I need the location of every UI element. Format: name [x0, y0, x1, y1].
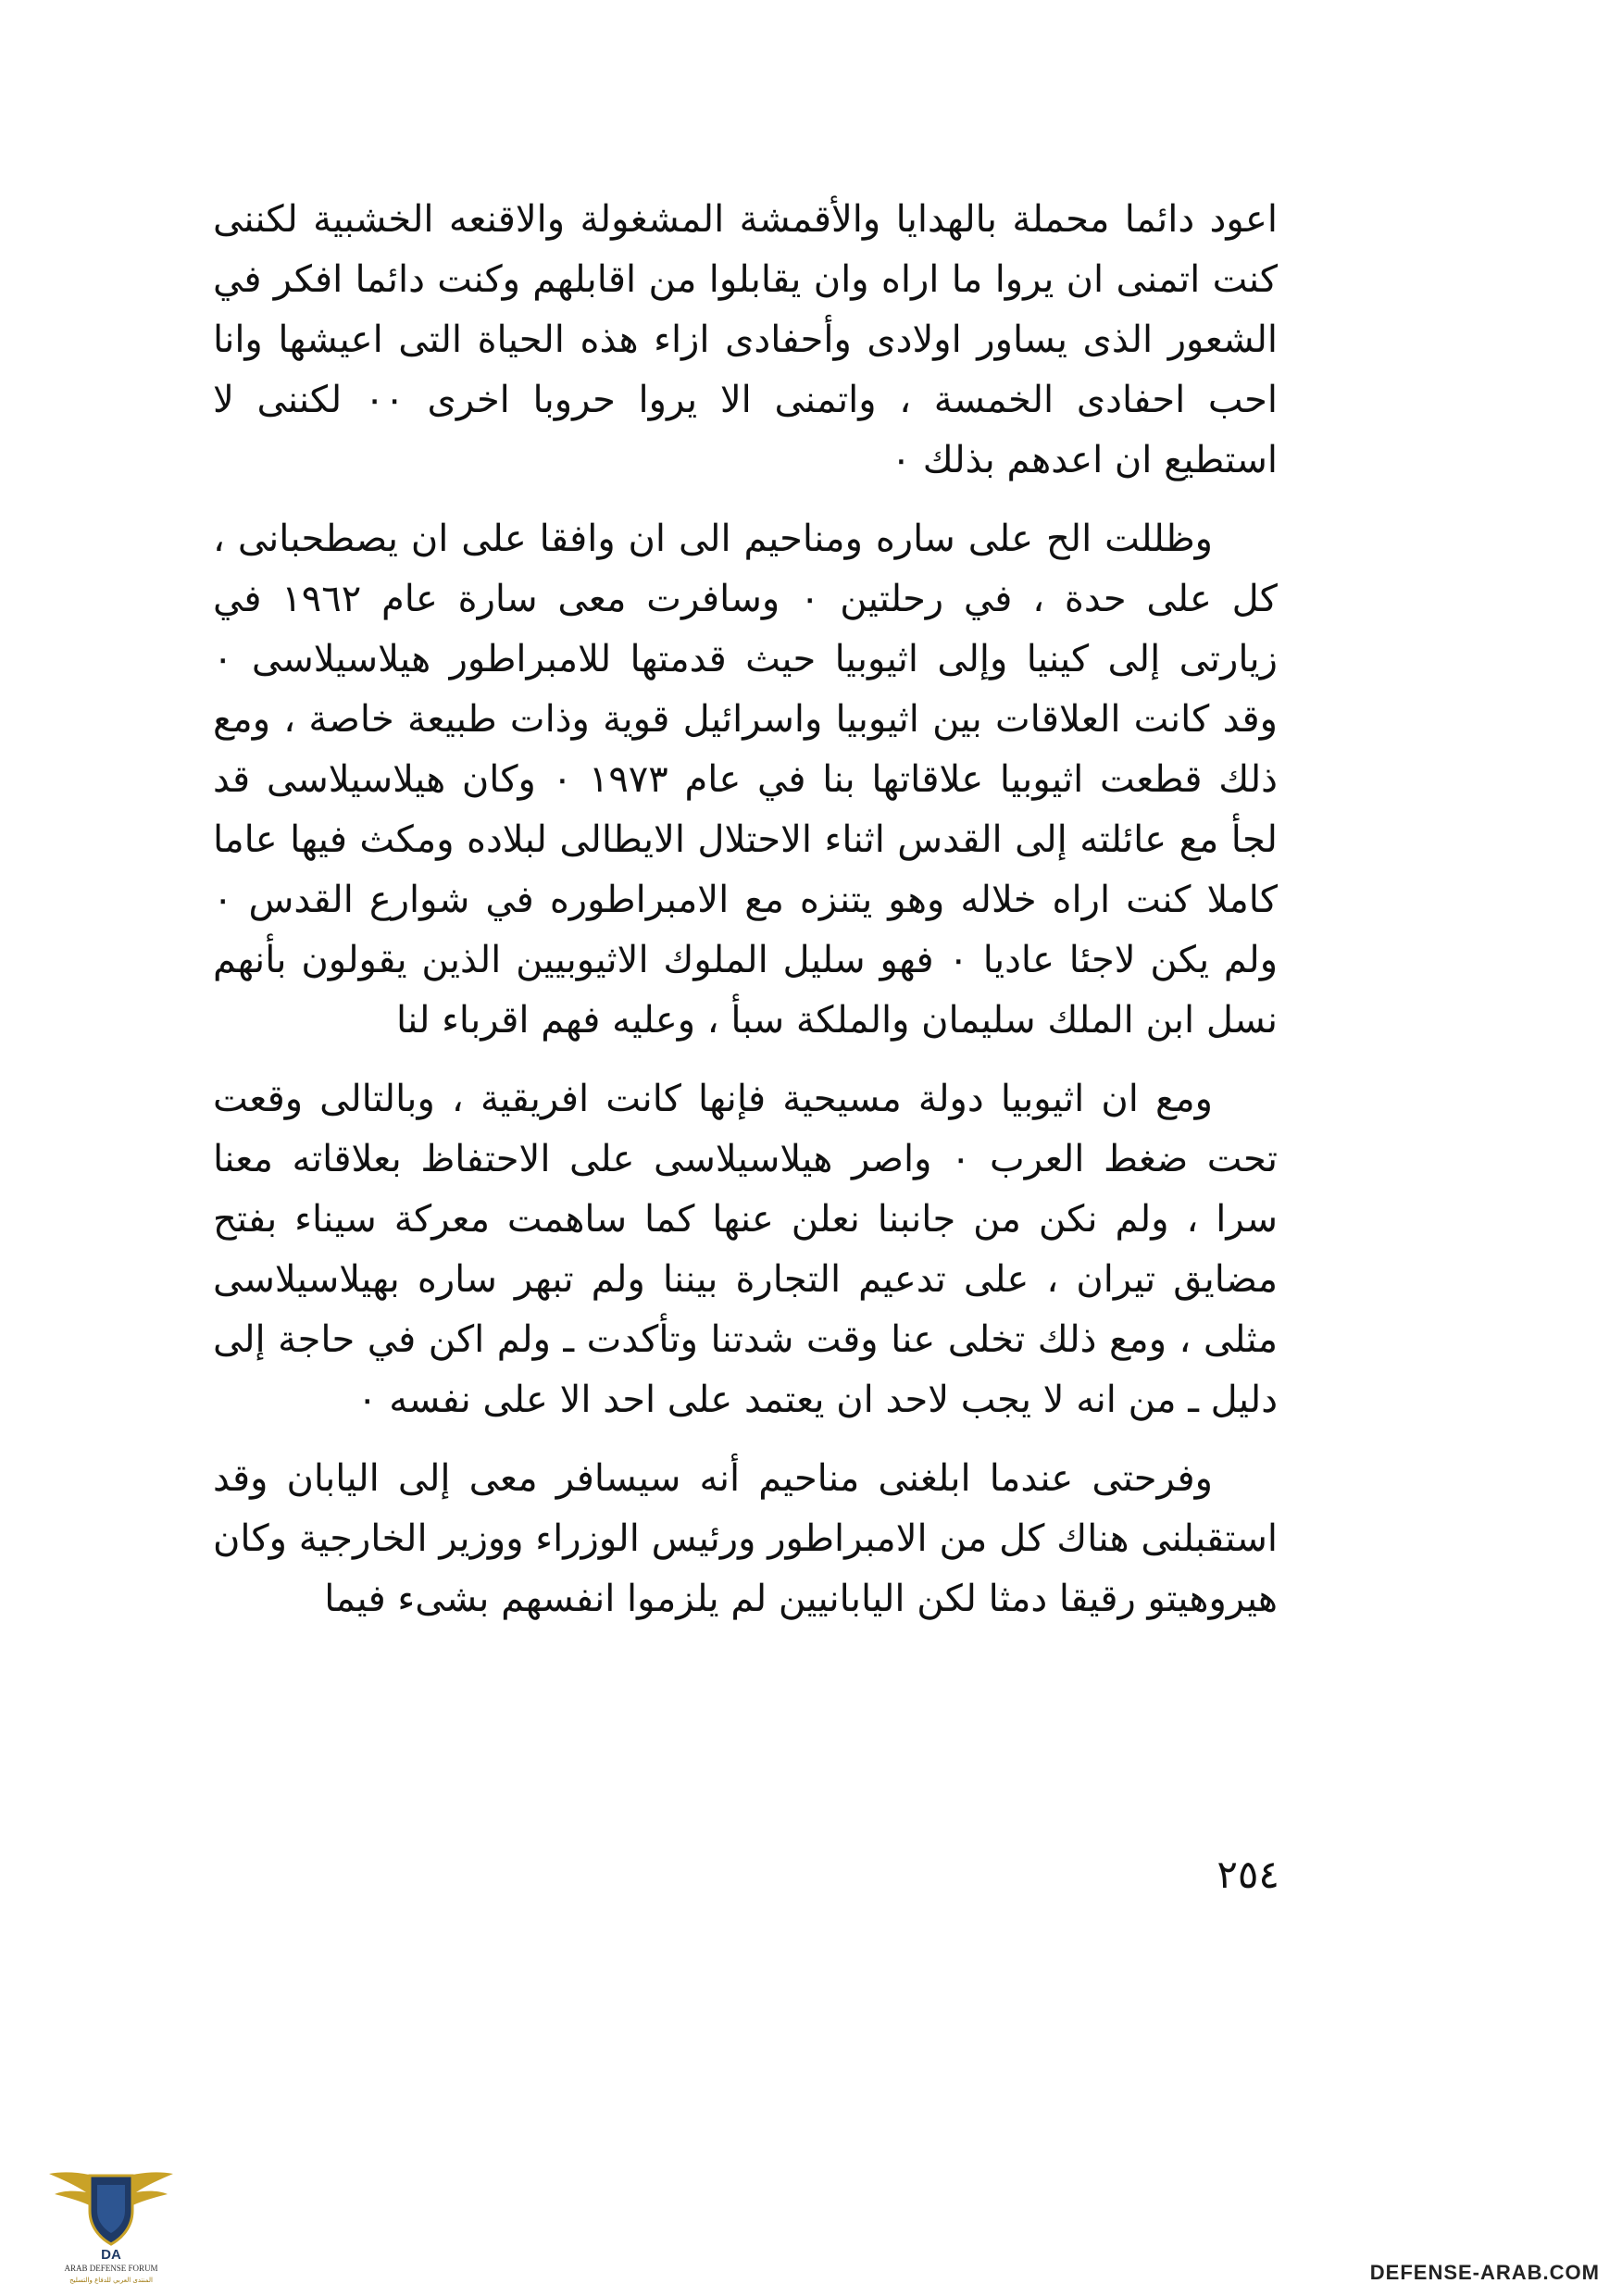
paragraph-3: ومع ان اثيوبيا دولة مسيحية فإنها كانت افريقية ، وبالتالى وقعت تحت ضغط العرب ٠ واصر هيلاسيلاسى على الاحتفاظ بعلاقاته معنا سرا ، ولم نكن من جانبنا نعلن عنها كما ساهمت معركة سيناء بفتح مضايق تيران ، على تدعيم التجارة بيننا ولم تبهر ساره بهيلاسيلاسى مثلى ، ومع ذلك تخلى عنا وقت شدتنا وتأكدت ـ ولم اكن في حاجة إلى دليل ـ من انه لا يجب لاحد ان يعتمد على احد الا على نفسه ٠ [213, 1078, 1278, 1421]
paragraph-1: اعود دائما محملة بالهدايا والأقمشة المشغولة والاقنعه الخشبية لكننى كنت اتمنى ان يروا ما اراه وان يقابلوا من اقابلهم وكنت دائما افكر في الشعور الذى يساور اولادى وأحفادى ازاء هذه الحياة التى اعيشها وانا احب احفادى الخمسة ، واتمنى الا يروا حروبا اخرى ٠٠ لكننى لا استطيع ان اعدهم بذلك ٠ [213, 198, 1279, 481]
page-number: ٢٥٤ [1216, 1852, 1279, 1897]
arab-defense-forum-logo [42, 2146, 181, 2285]
paragraph-4: وفرحتى عندما ابلغنى مناحيم أنه سيسافر معى إلى اليابان وقد استقبلنى هناك كل من الامبراطور ورئيس الوزراء ووزير الخارجية وكان هيروهيتو رقيقا دمثا لكن اليابانيين لم يلزموا انفسهم بشىء فيما [213, 1457, 1278, 1620]
book-page-text [213, 190, 1278, 1629]
logo-name: ARAB DEFENSE FORUM [64, 2264, 158, 2273]
logo-arabic-name: المنتدى العربي للدفاع والتسليح [69, 2277, 153, 2284]
paragraph-2: وظللت الح على ساره ومناحيم الى ان وافقا على ان يصطحبانى ، كل على حدة ، في رحلتين ٠ وسافرت معى سارة عام ١٩٦٢ في زيارتى إلى كينيا وإلى اثيوبيا حيث قدمتها للامبراطور هيلاسيلاسى ٠ وقد كانت العلاقات بين اثيوبيا واسرائيل قوية وذات طبيعة خاصة ، ومع ذلك قطعت اثيوبيا علاقاتها بنا في عام ١٩٧٣ ٠ وكان هيلاسيلاسى قد لجأ مع عائلته إلى القدس اثناء الاحتلال الايطالى لبلاده ومكث فيها عاما كاملا كنت اراه خلاله وهو يتنزه مع الامبراطوره في شوارع القدس ٠ ولم يكن لاجئا عاديا ٠ فهو سليل الملوك الاثيوبيين الذين يقولون بأنهم نسل ابن الملك سليمان والملكة سبأ ، وعليه فهم اقرباء لنا [213, 518, 1279, 1042]
site-url-watermark: DEFENSE-ARAB.COM [1369, 2261, 1600, 2284]
logo-monogram: DA [101, 2247, 121, 2263]
shield-wings-icon [42, 2146, 181, 2285]
